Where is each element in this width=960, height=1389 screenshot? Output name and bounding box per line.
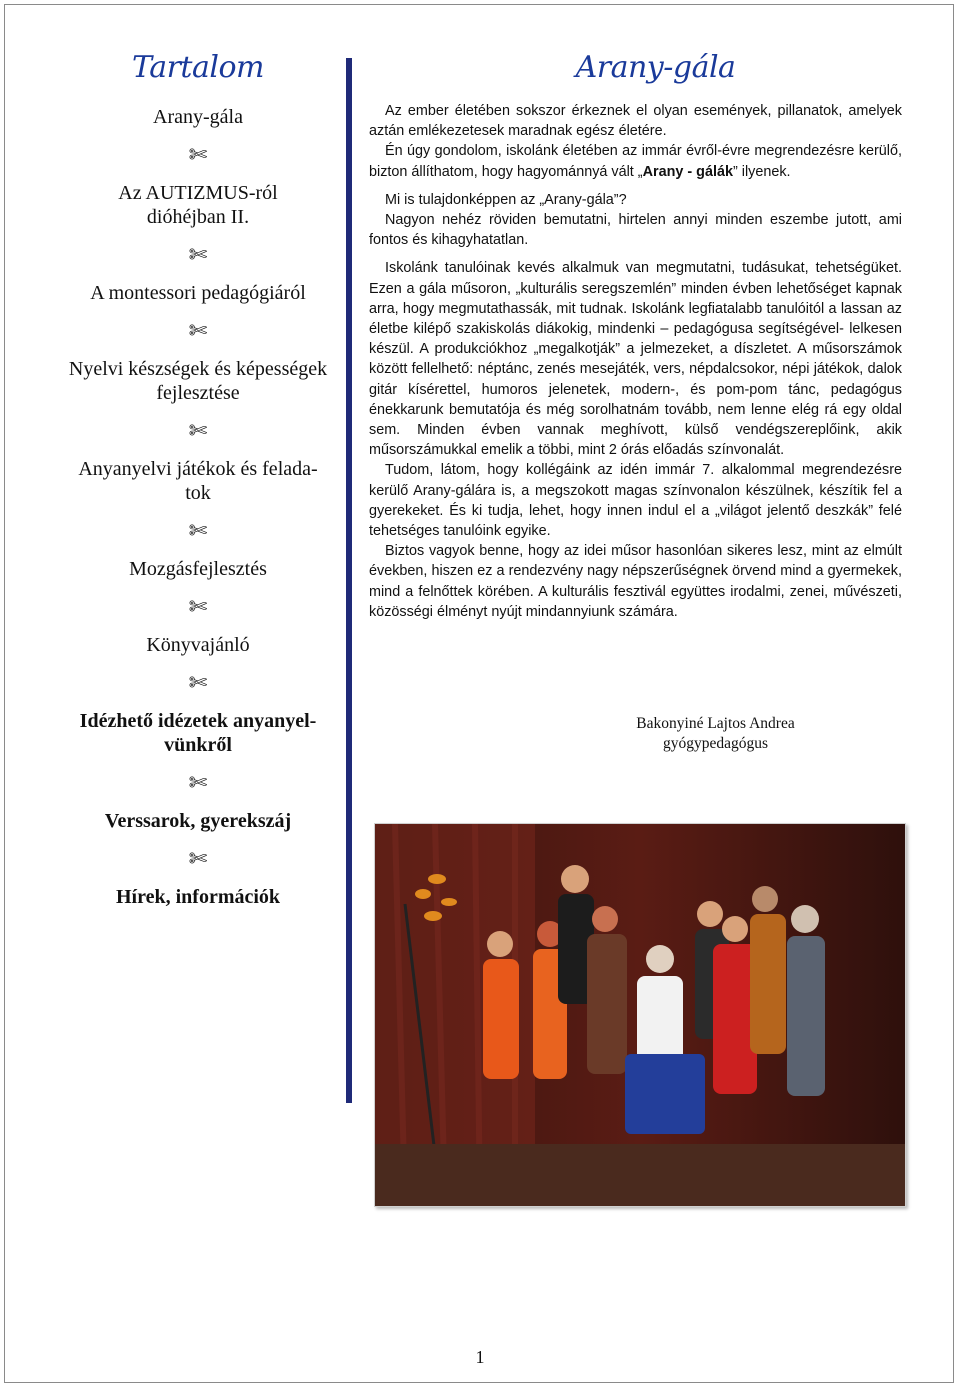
toc-list: [48, 105, 348, 909]
paragraph-question: Mi is tulajdonképpen az „Arany-gála”?: [385, 191, 627, 208]
scissors-icon: ✄: [188, 318, 208, 343]
toc-item: Anyanyelvi játékok és felada- tok: [78, 458, 318, 504]
bold-phrase: Arany - gálák: [642, 163, 733, 180]
scissors-icon: ✄: [188, 242, 208, 267]
signature: [369, 714, 902, 754]
toc-item: Nyelvi készségek és képességek fejlesztése: [68, 358, 328, 404]
article: [369, 50, 902, 622]
scissors-icon: ✄: [188, 594, 208, 619]
scissors-icon: ✄: [188, 770, 208, 795]
paragraph-conclusion: Biztos vagyok benne, hogy az idei műsor hasonlóan sikeres lesz, mint az elmúlt években, hiszen ez a rendezvény nagy népszerűségnek örvend mind a gyermekek, mind a felnőttek körében. A kulturális fesztivál együttes irodalmi, zenei, művészeti, közösségi élményt nyújt mindannyiunk számára.: [369, 543, 902, 620]
paragraph-program: Iskolánk tanulóinak kevés alkalmuk van megmutatni, tudásukat, tehetségüket. Ezen a gála műsoron, „kulturális seregszemlén” minden évben lehetőséget kapnak arra, hogy megmutathassák, mit tudnak. Iskolánk legfiatalabb tanulóitól a lassan az életbe kilépő szakiskolás diákokig, mindenki – pedagógusa segítségével- lelkesen készül. A produkciókhoz „megalkotják” a jelmezeket, a díszletet. A műsorszámok között fellelhető: néptánc, zenés mesejáték, vers, népdalcsokor, népi játékok, dalok gitár kísérettel, humoros jelenetek, modern-, és pom-pom tánc, pedagógus énekkarunk bemutatója és még sorolhatnám tovább, nem lenne elég rá egy oldal sem. Minden évben vannak meghívott, külső vendégszereplőink, akik műsorszámukkal emelik a többi, mint 2 órás előadás színvonalát.: [369, 260, 902, 459]
scissors-icon: ✄: [188, 846, 208, 871]
toc-item: Könyvajánló: [146, 634, 250, 656]
scissors-icon: ✄: [188, 142, 208, 167]
column-divider: [346, 58, 352, 1103]
article-title: Arany-gála: [575, 50, 736, 85]
page-number: 1: [475, 1347, 485, 1367]
scissors-icon: ✄: [188, 418, 208, 443]
toc-item: Az AUTIZMUS-ról dióhéjban II.: [118, 182, 278, 228]
toc-item: A montessori pedagógiáról: [90, 282, 306, 304]
table-of-contents: [48, 50, 348, 909]
paragraph-colleagues: Tudom, látom, hogy kollégáink az idén immár 7. alkalommal megrendezésre kerülő Arany-gálára is, a megszokott magas színvonalon készülnek, készítik fel a gyerekeket. És ki tudja, lehet, hogy innen indul el a „világot jelentő deszkák” felé tehetséges tanulóink egyike.: [369, 462, 902, 540]
toc-item: Verssarok, gyerekszáj: [104, 810, 292, 832]
photo-illustration: [375, 824, 905, 1206]
gala-group-photo: [374, 823, 906, 1207]
article-body: [369, 101, 902, 622]
paragraph-text: Én úgy gondolom, iskolánk életében az immár évről-évre megrendezésre kerülő, bizton állíthatom, hogy hagyománnyá vált „: [369, 143, 902, 180]
toc-item: Arany-gála: [153, 106, 243, 128]
author-role: gyógypedagógus: [662, 735, 769, 752]
paragraph-text: ” ilyenek.: [732, 163, 791, 180]
paragraph-answer: Nagyon nehéz röviden bemutatni, hirtelen annyi minden eszembe jutott, ami fontos és kihagyhatatlan.: [369, 212, 902, 249]
paragraph-tradition: [369, 141, 902, 181]
scissors-icon: ✄: [188, 518, 208, 543]
paragraph-intro: Az ember életében sokszor érkeznek el olyan események, pillanatok, amelyek aztán emlékezetesek maradnak egész életére.: [369, 103, 902, 140]
toc-item: Mozgásfejlesztés: [129, 558, 267, 580]
toc-title: Tartalom: [132, 50, 264, 85]
author-name: Bakonyiné Lajtos Andrea: [636, 715, 795, 732]
toc-item: Idézhető idézetek anyanyel- vünkről: [79, 710, 317, 756]
toc-item: Hírek, információk: [115, 886, 281, 908]
scissors-icon: ✄: [188, 670, 208, 695]
